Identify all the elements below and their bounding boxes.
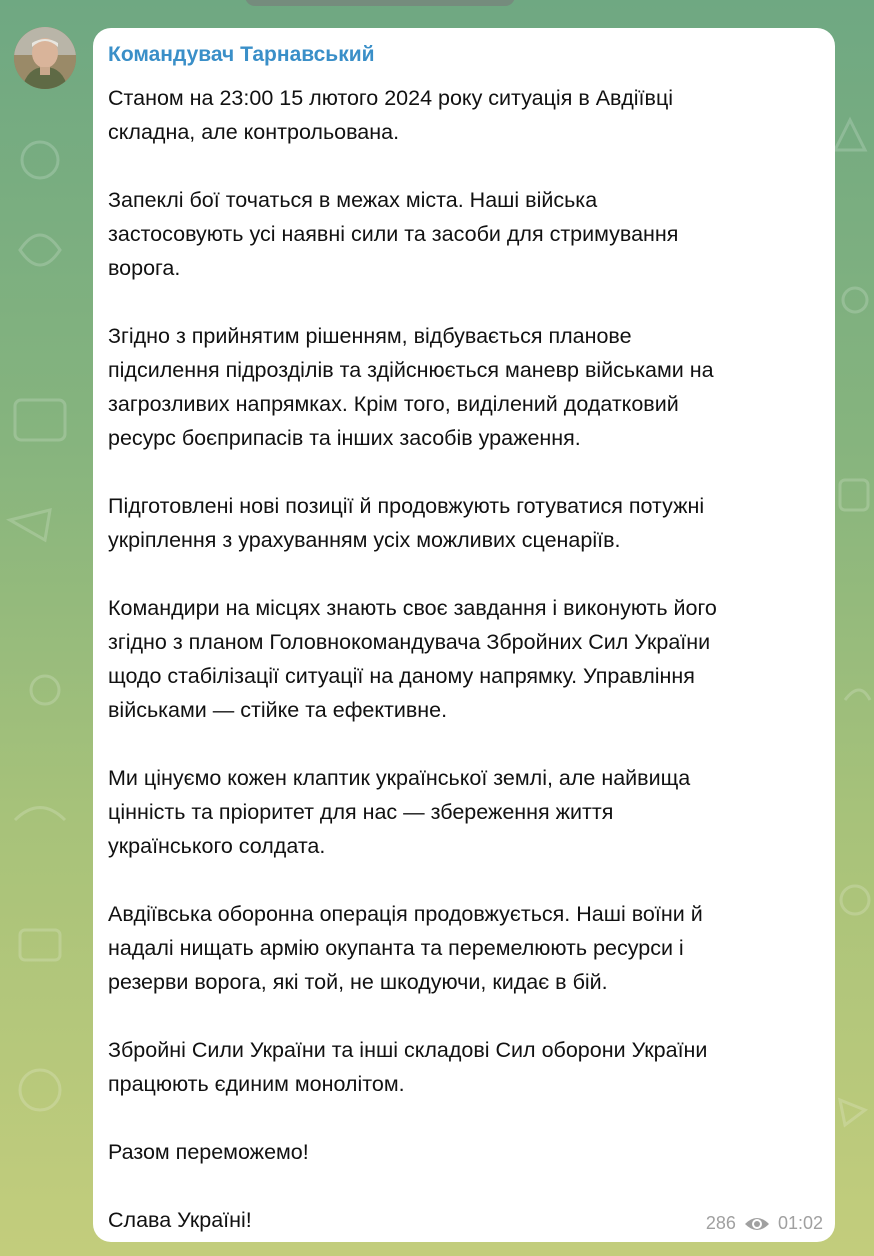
view-count: 286	[705, 1213, 736, 1233]
message-paragraph: Разом переможемо!	[108, 1140, 309, 1164]
message-paragraph: Запеклі бої точаться в межах міста. Наші війська застосовують усі наявні сили та засоби для стримування ворога.	[108, 188, 679, 280]
avatar[interactable]	[14, 27, 76, 89]
message-paragraph: Станом на 23:00 15 лютого 2024 року ситуація в Авдіївці складна, але контрольована.	[108, 86, 674, 144]
message-bubble[interactable]	[93, 28, 835, 1242]
message-paragraph: Ми цінуємо кожен клаптик української землі, але найвища цінність та пріоритет для нас — збереження життя українського солдата.	[108, 766, 691, 858]
message-time: 01:02	[777, 1213, 823, 1233]
message-paragraph: Збройні Сили України та інші складові Сил оборони України працюють єдиним монолітом.	[108, 1038, 708, 1096]
eye-icon	[744, 1215, 770, 1233]
message-paragraph: Командири на місцях знають своє завдання і виконують його згідно з планом Головнокомандувача Збройних Сил України щодо стабілізації ситуації на даному напрямку. Управління військами — стійке та ефективне.	[108, 596, 717, 722]
message-meta	[706, 1213, 823, 1234]
previous-message-edge	[245, 0, 515, 6]
message-paragraph: Підготовлені нові позиції й продовжують готуватися потужні укріплення з урахуванням усіх можливих сценаріїв.	[108, 494, 705, 552]
message-paragraph: Авдіївська оборонна операція продовжується. Наші воїни й надалі нищать армію окупанта та перемелюють ресурси і резерви ворога, які той, не шкодуючи, кидає в бій.	[108, 902, 703, 994]
message-paragraph: Згідно з прийнятим рішенням, відбувається планове підсилення підрозділів та здійснюється маневр військами на загрозливих напрямках. Крім того, виділений додатковий ресурс боєприпасів та інших засобів ураження.	[108, 324, 714, 450]
avatar-image	[14, 27, 76, 89]
message-paragraph: Слава Україні!	[108, 1208, 252, 1232]
sender-name[interactable]: Командувач Тарнавський	[108, 43, 375, 66]
